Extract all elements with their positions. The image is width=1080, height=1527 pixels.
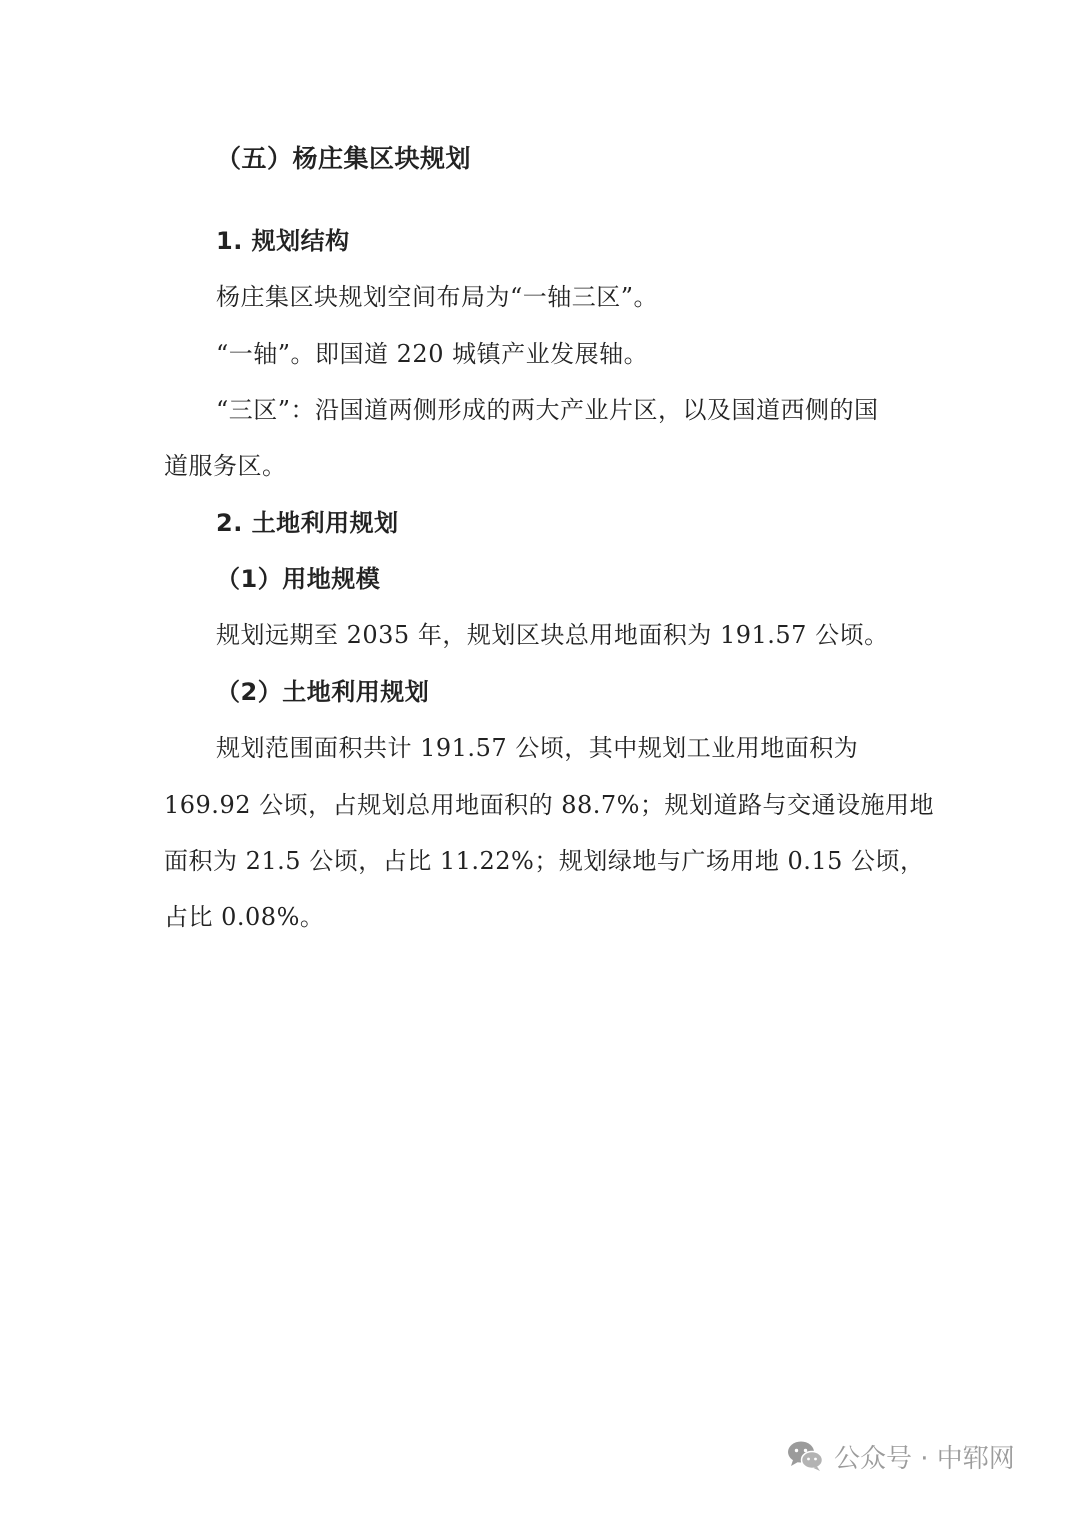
subheading-land-scale: （1）用地规模 (216, 565, 381, 593)
heading-planning-structure: 1. 规划结构 (216, 227, 350, 255)
watermark (786, 1436, 1015, 1476)
paragraph-total-area: 规划远期至 2035 年，规划区块总用地面积为 191.57 公顷。 (216, 621, 889, 649)
wechat-icon (786, 1439, 824, 1473)
paragraph-land-use-line-2: 169.92 公顷，占规划总用地面积的 88.7%；规划道路与交通设施用地 (164, 791, 934, 819)
paragraph-one-axis: “一轴”。即国道 220 城镇产业发展轴。 (216, 340, 649, 368)
heading-land-use-planning: 2. 土地利用规划 (216, 509, 399, 537)
section-title: （五）杨庄集区块规划 (216, 144, 472, 173)
paragraph-layout: 杨庄集区块规划空间布局为“一轴三区”。 (216, 283, 659, 311)
subheading-land-use: （2）土地利用规划 (216, 678, 430, 706)
paragraph-three-zones-line-1: “三区”：沿国道两侧形成的两大产业片区，以及国道西侧的国 (216, 396, 879, 424)
paragraph-three-zones-line-2: 道服务区。 (164, 452, 287, 480)
paragraph-land-use-line-3: 面积为 21.5 公顷，占比 11.22%；规划绿地与广场用地 0.15 公顷， (164, 847, 925, 875)
watermark-text: 公众号 · 中郓网 (834, 1443, 1015, 1474)
paragraph-land-use-line-4: 占比 0.08%。 (164, 903, 325, 931)
paragraph-land-use-line-1: 规划范围面积共计 191.57 公顷，其中规划工业用地面积为 (216, 734, 859, 762)
